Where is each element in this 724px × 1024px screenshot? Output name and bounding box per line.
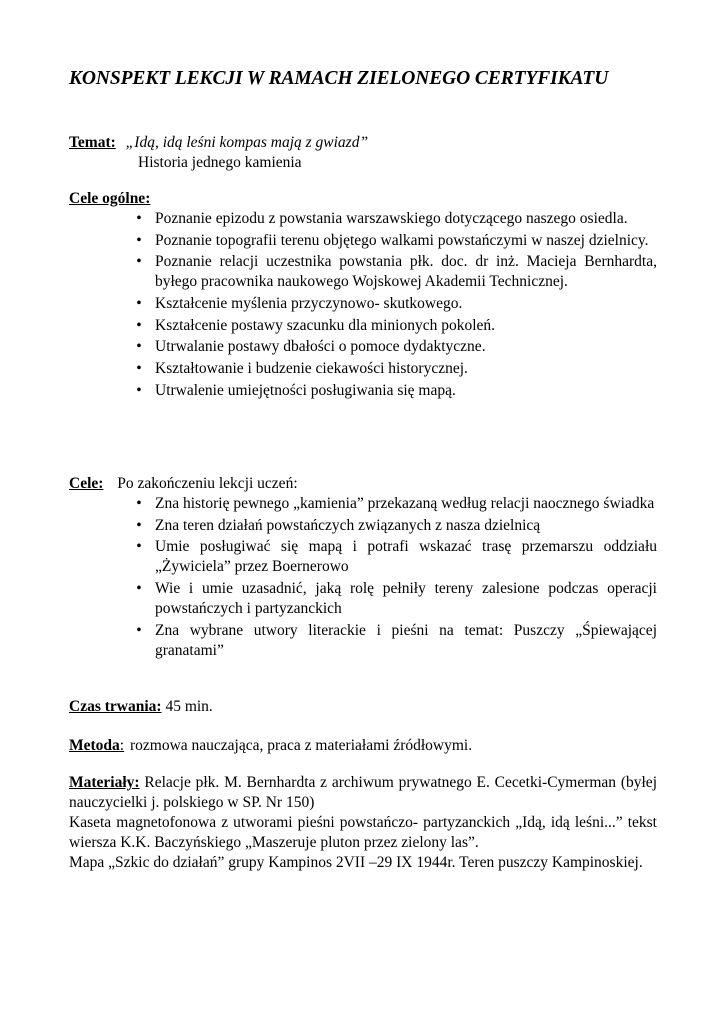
list-item-text: Poznanie epizodu z powstania warszawskiego dotyczącego naszego osiedla. [155,210,628,227]
goals-label: Cele: [69,475,104,492]
general-goal-item [136,359,657,379]
bullet-icon: • [136,295,142,313]
list-item-text: Zna wybrane utwory literackie i pieśni na temat: Puszczy „Śpiewającej granatami” [155,621,657,659]
list-item-text: Wie i umie uzasadnić, jaką rolę pełniły tereny zalesione podczas operacji powstańczych i partyzanckich [155,580,657,618]
goal-item [136,621,657,661]
method-section [69,736,657,756]
bullet-icon: • [136,381,142,399]
materials-paragraph-1 [69,773,657,813]
goals-intro: Po zakończeniu lekcji uczeń: [117,475,298,492]
list-item-text: Zna teren działań powstańczych związanych z nasza dzielnicą [155,516,541,534]
goal-item [136,579,657,619]
duration-section [69,697,657,717]
list-item-text: Kształtowanie i budzenie ciekawości historycznej. [155,360,468,378]
bullet-icon: • [136,516,142,534]
bullet-icon: • [136,316,142,334]
bullet-icon: • [136,338,142,356]
materials-section [69,773,657,873]
method-label: Metoda [69,737,120,754]
list-item-text: Kształcenie myślenia przyczynowo- skutkowego. [155,295,463,313]
method-value: rozmowa nauczająca, praca z materiałami źródłowymi. [129,737,473,754]
materials-text-1: Relacje płk. M. Bernhardta z archiwum prywatnego E. Cecetki-Cymerman (byłej nauczycielki j. polskiego w SP. Nr 150) [69,774,657,811]
general-goal-item [136,381,657,401]
topic-label: Temat: [69,134,116,151]
topic-section [69,133,657,173]
goal-item [136,516,657,536]
document-title: KONSPEKT LEKCJI W RAMACH ZIELONEGO CERTYFIKATU [69,68,609,89]
list-item-text: Utrwalenie umiejętności posługiwania się mapą. [155,381,456,399]
list-item-text: Poznanie relacji uczestnika powstania płk. doc. dr inż. Macieja Bernhardta, byłego pracownika naukowego Wojskowej Akademii Technicznej. [155,253,657,291]
goal-item [136,494,657,514]
goal-item [136,537,657,577]
bullet-icon: • [136,210,142,227]
goals-section [69,474,657,662]
method-colon: : [119,737,125,754]
bullet-icon: • [136,621,142,639]
general-goal-item [136,252,657,292]
general-goal-item [136,231,657,251]
bullet-icon: • [136,253,142,271]
topic-subtitle: Historia jednego kamienia [138,154,302,171]
general-goal-item [136,209,657,229]
general-goals-section [69,189,657,403]
list-item-text: Kształcenie postawy szacunku dla minionych pokoleń. [155,316,496,334]
materials-label: Materiały: [69,774,140,791]
list-item-text: Umie posługiwać się mapą i potrafi wskazać trasę przemarszu oddziału „Żywiciela” przez Boernerowo [155,538,657,576]
topic-title: „Idą, idą leśni kompas mają z gwiazd” [125,134,369,151]
general-goals-list [136,209,657,401]
bullet-icon: • [136,231,142,249]
bullet-icon: • [136,360,142,378]
duration-label: Czas trwania: [69,698,162,715]
goals-list [136,494,657,661]
general-goal-item [136,294,657,314]
bullet-icon: • [136,495,142,512]
general-goal-item [136,316,657,336]
duration-value: 45 min. [165,698,213,715]
bullet-icon: • [136,538,142,556]
list-item-text: Utrwalanie postawy dbałości o pomoce dydaktyczne. [155,338,486,356]
list-item-text: Poznanie topografii terenu objętego walkami powstańczymi w naszej dzielnicy. [155,231,649,249]
bullet-icon: • [136,580,142,598]
general-goals-label: Cele ogólne: [69,190,151,207]
materials-paragraph-2: Kaseta magnetofonowa z utworami pieśni powstańczo- partyzanckich „Idą, idą leśni...” tekst wiersza K.K. Baczyńskiego „Maszeruje pluton przez zielony las”. [69,814,657,851]
general-goal-item [136,337,657,357]
list-item-text: Zna historię pewnego „kamienia” przekazaną według relacji naocznego świadka [155,495,655,512]
materials-paragraph-3: Mapa „Szkic do działań” grupy Kampinos 2VII –29 IX 1944r. Teren puszczy Kampinoskiej. [69,854,643,871]
